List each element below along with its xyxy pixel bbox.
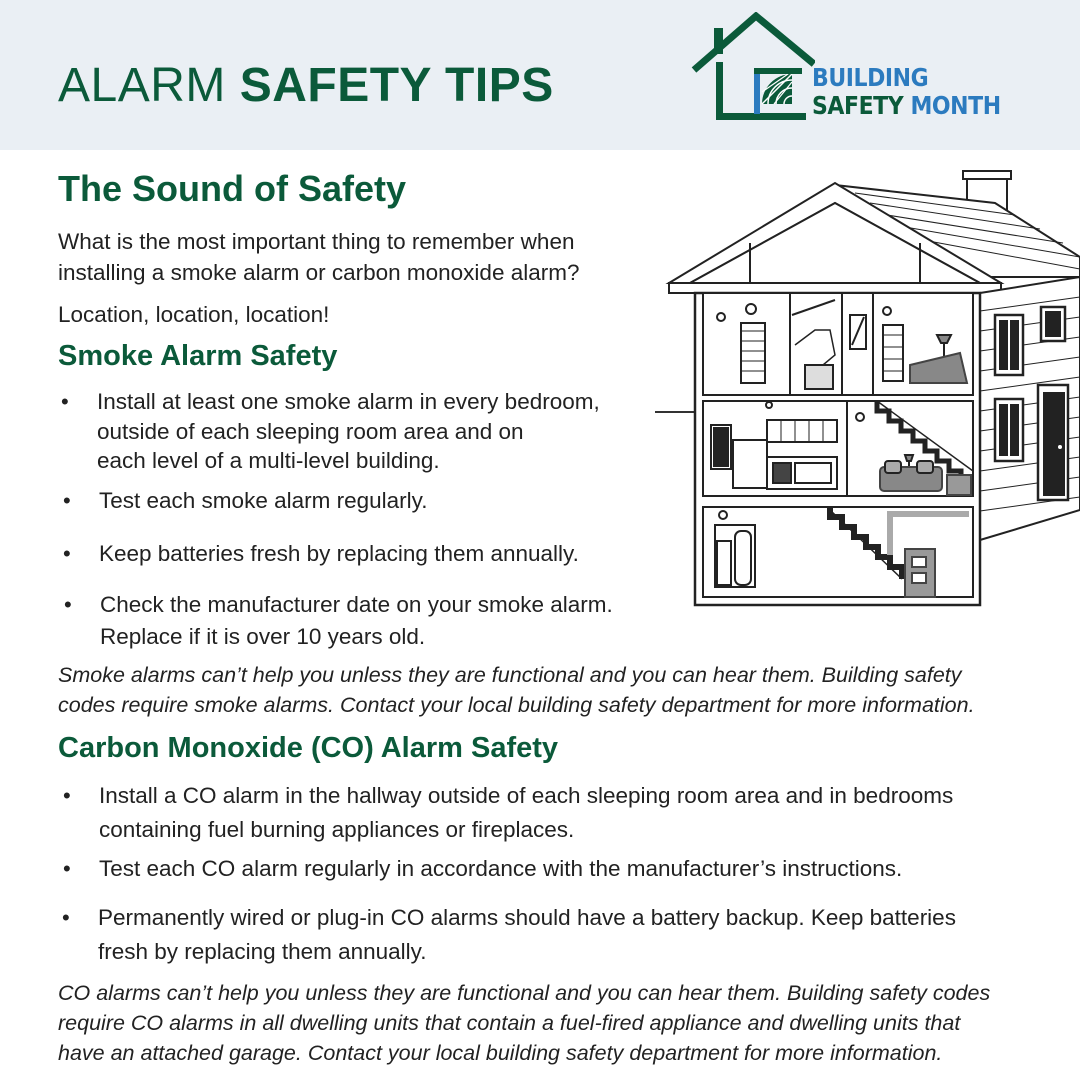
note-line: have an attached garage. Contact your local building safety department for more information. — [58, 1041, 943, 1065]
note-line: codes require smoke alarms. Contact your local building safety department for more information. — [58, 693, 975, 717]
co-note — [58, 978, 990, 1068]
note-line: CO alarms can’t help you unless they are functional and you can hear them. Building safety codes — [58, 981, 991, 1005]
intro-answer: Location, location, location! — [58, 302, 330, 327]
smoke-bullet-2 — [99, 485, 427, 517]
intro-question-line: What is the most important thing to remember when — [58, 229, 575, 254]
note-line: require CO alarms in all dwelling units that contain a fuel-fired appliance and dwelling units that — [58, 1011, 961, 1035]
smoke-bullet-4 — [100, 589, 613, 653]
bullet-line: • Install a CO alarm in the hallway outside of each sleeping room area and in bedrooms — [99, 783, 954, 808]
title-light: ALARM — [58, 59, 226, 112]
bullet-line: • Check the manufacturer date on your smoke alarm. — [100, 592, 613, 617]
bullet-line: • Test each smoke alarm regularly. — [99, 488, 428, 513]
smoke-bullet-1 — [97, 387, 600, 476]
bullet-line: each level of a multi-level building. — [97, 448, 440, 473]
logo-word-building: BUILDING — [812, 63, 929, 92]
note-line: Smoke alarms can’t help you unless they are functional and you can hear them. Building safety — [58, 663, 962, 687]
bullet-line: fresh by replacing them annually. — [98, 939, 427, 964]
smoke-bullet-3 — [99, 538, 579, 570]
page-title — [58, 58, 554, 113]
section-heading-co-alarm: Carbon Monoxide (CO) Alarm Safety — [58, 732, 559, 764]
logo-word-safety: SAFETY — [812, 91, 904, 120]
smoke-note — [58, 660, 975, 720]
bullet-line: • Permanently wired or plug-in CO alarms should have a battery backup. Keep batteries — [98, 905, 956, 930]
bullet-line: • Test each CO alarm regularly in accordance with the manufacturer’s instructions. — [99, 856, 903, 881]
house-logo-icon — [690, 12, 815, 130]
section-heading-sound-of-safety: The Sound of Safety — [58, 168, 407, 209]
bullet-line: • Keep batteries fresh by replacing them annually. — [99, 541, 579, 566]
title-bold: SAFETY TIPS — [239, 59, 554, 112]
bullet-line: Replace if it is over 10 years old. — [100, 624, 426, 649]
logo-word-month: MONTH — [910, 91, 1001, 120]
co-bullet-3 — [98, 901, 956, 969]
co-bullet-1 — [99, 779, 953, 847]
intro-question — [58, 226, 580, 288]
header-banner — [0, 0, 1080, 150]
section-heading-smoke-alarm: Smoke Alarm Safety — [58, 340, 338, 372]
logo-wordmark — [812, 64, 1001, 120]
co-bullet-2 — [99, 853, 902, 885]
bullet-line: outside of each sleeping room area and on — [97, 418, 524, 444]
bullet-line: • Install at least one smoke alarm in every bedroom, — [97, 389, 600, 414]
house-cutaway-illustration — [655, 165, 1080, 610]
bullet-line: containing fuel burning appliances or fireplaces. — [99, 817, 575, 842]
intro-question-line: installing a smoke alarm or carbon monoxide alarm? — [58, 260, 580, 285]
building-safety-month-logo — [690, 12, 1001, 130]
